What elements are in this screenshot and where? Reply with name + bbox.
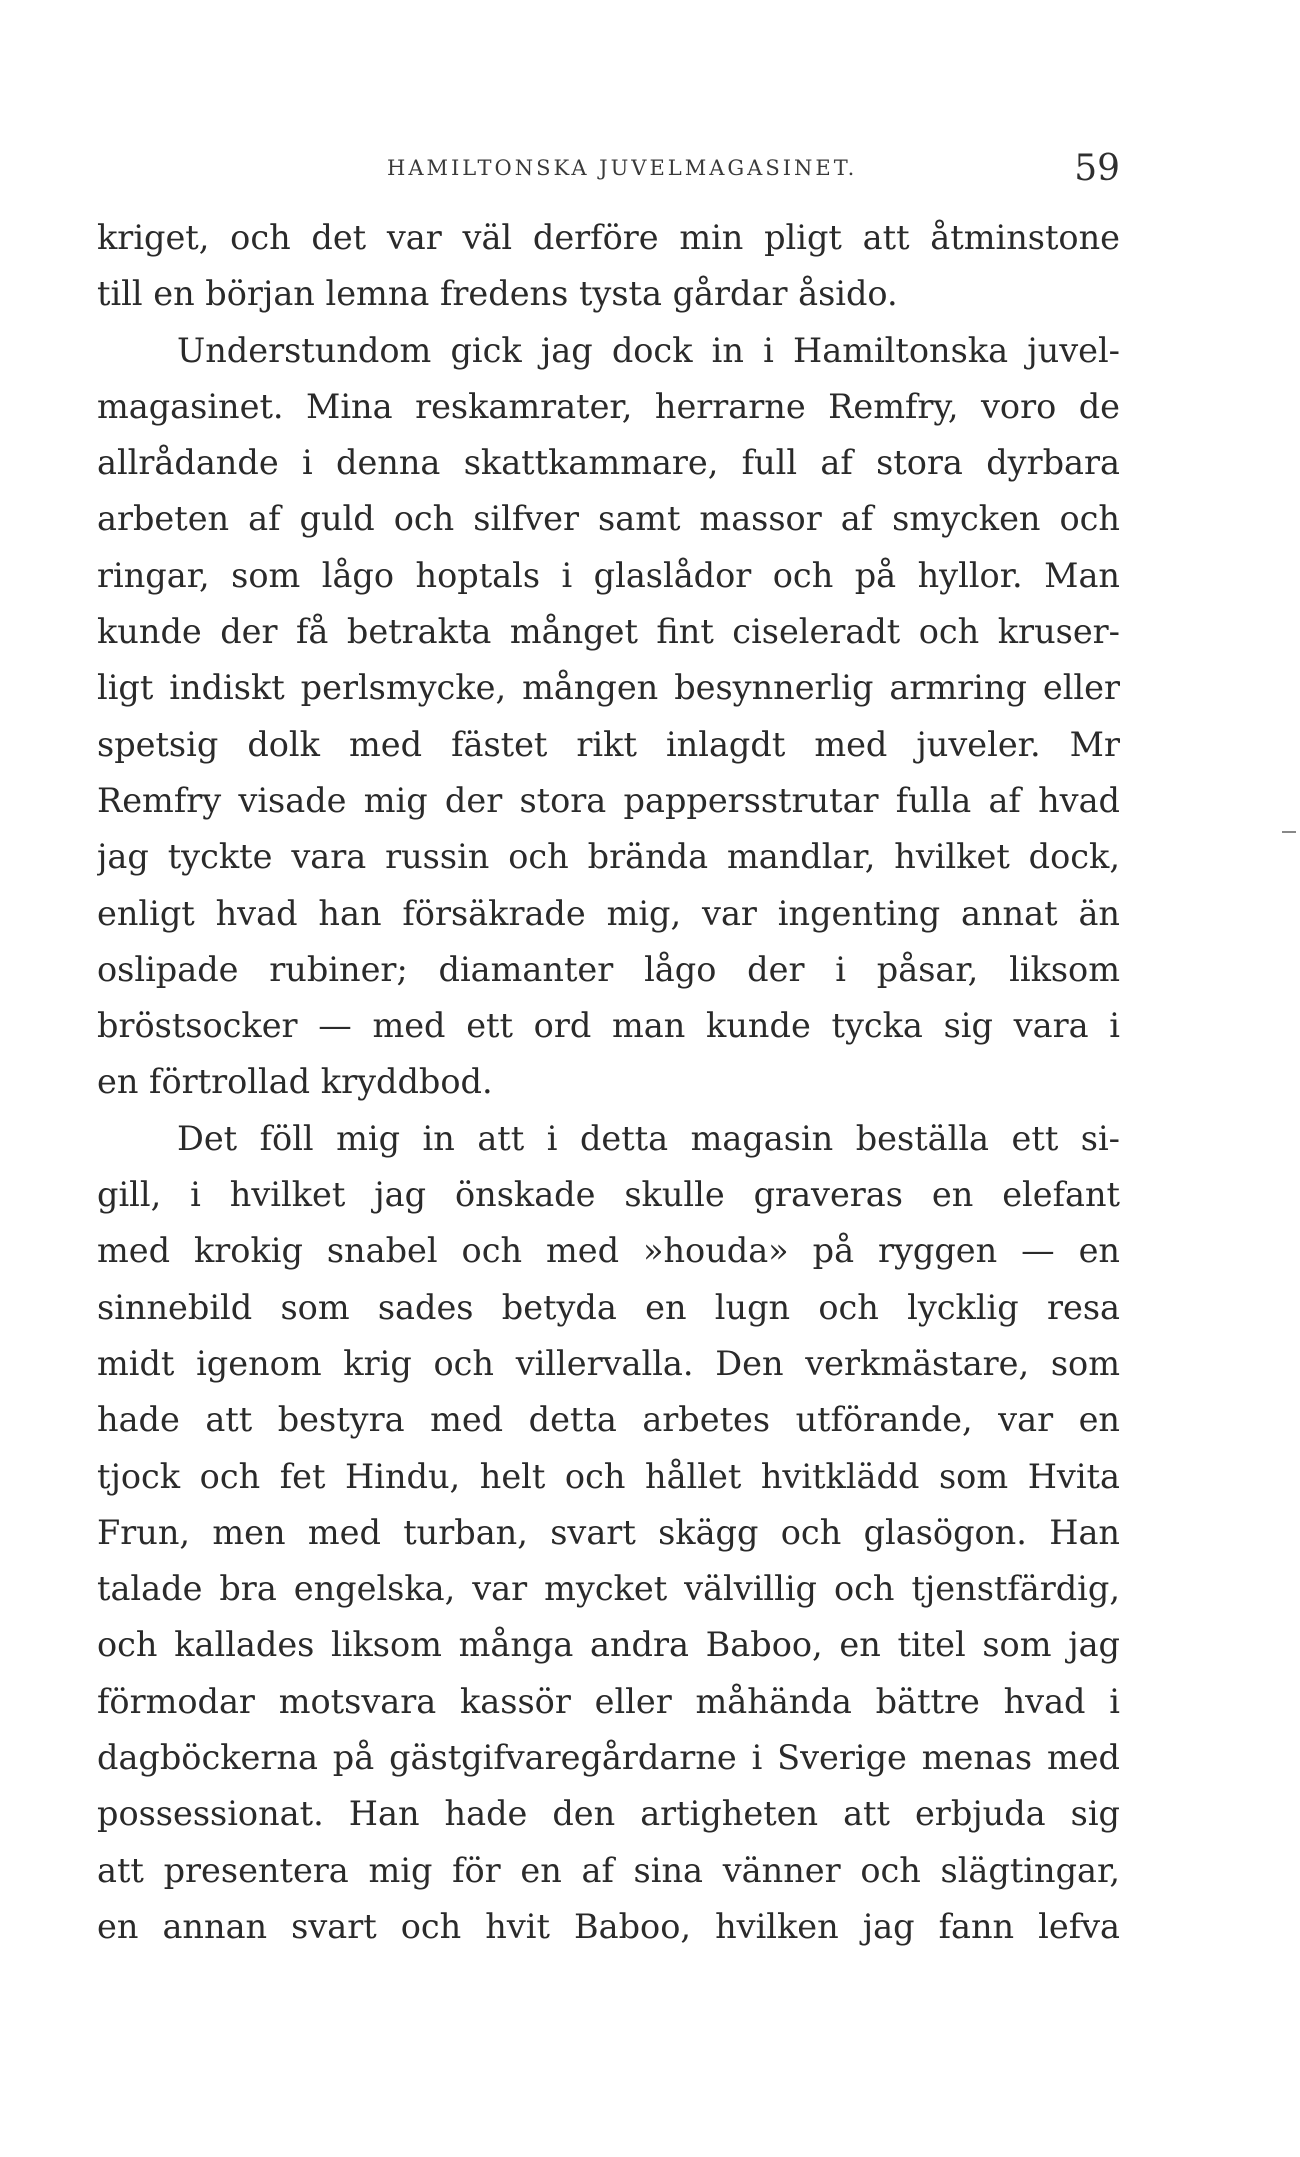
text-line: tjock och fet Hindu, helt och hållet hvitklädd som Hvita xyxy=(97,1456,1120,1496)
text-line: jag tyckte vara russin och brända mandlar, hvilket dock, xyxy=(97,837,1120,877)
body-text xyxy=(97,210,1120,1955)
text-line: ringar, som lågo hoptals i glaslådor och på hyllor. Man xyxy=(97,555,1120,595)
text-line: med krokig snabel och med »houda» på ryggen — en xyxy=(97,1231,1120,1271)
margin-mark xyxy=(1282,831,1296,833)
text-line: sinnebild som sades betyda en lugn och lycklig resa xyxy=(97,1287,1120,1327)
text-line: och kallades liksom många andra Baboo, en titel som jag xyxy=(97,1625,1120,1665)
text-line: en annan svart och hvit Baboo, hvilken jag fann lefva xyxy=(97,1906,1120,1946)
text-line: enligt hvad han försäkrade mig, var ingenting annat än xyxy=(97,893,1120,933)
text-line: Frun, men med turban, svart skägg och glasögon. Han xyxy=(97,1512,1120,1552)
running-title: HAMILTONSKA JUVELMAGASINET. xyxy=(387,156,858,180)
text-line: att presentera mig för en af sina vänner och slägtingar, xyxy=(97,1850,1120,1890)
text-line: kunde der få betrakta månget fint ciseleradt och kruser- xyxy=(97,612,1120,652)
page-header xyxy=(97,148,1120,192)
text-line: magasinet. Mina reskamrater, herrarne Remfry, voro de xyxy=(97,386,1120,426)
text-line: oslipade rubiner; diamanter lågo der i påsar, liksom xyxy=(97,949,1120,989)
text-line: förmodar motsvara kassör eller måhända bättre hvad i xyxy=(97,1681,1120,1721)
page-number: 59 xyxy=(1074,148,1120,189)
text-line: midt igenom krig och villervalla. Den verkmästare, som xyxy=(97,1343,1120,1383)
text-line: Det föll mig in att i detta magasin beställa ett si- xyxy=(177,1118,1120,1158)
text-line: arbeten af guld och silfver samt massor af smycken och xyxy=(97,499,1120,539)
text-line: talade bra engelska, var mycket välvillig och tjenstfärdig, xyxy=(97,1569,1120,1609)
text-line: allrådande i denna skattkammare, full af stora dyrbara xyxy=(97,443,1120,483)
text-line: gill, i hvilket jag önskade skulle graveras en elefant xyxy=(97,1175,1120,1215)
text-line: kriget, och det var väl derföre min pligt att åtminstone xyxy=(97,218,1120,257)
text-line: bröstsocker — med ett ord man kunde tycka sig vara i xyxy=(97,1006,1120,1046)
text-line: hade att bestyra med detta arbetes utförande, var en xyxy=(97,1400,1120,1440)
text-line: ligt indiskt perlsmycke, mången besynnerlig armring eller xyxy=(97,668,1120,708)
text-line: till en början lemna fredens tysta gårdar åsido. xyxy=(97,274,898,314)
text-line: Remfry visade mig der stora pappersstrutar fulla af hvad xyxy=(97,780,1120,820)
text-line: Understundom gick jag dock in i Hamiltonska juvel- xyxy=(177,330,1120,370)
text-line: dagböckerna på gästgifvaregårdarne i Sverige menas med xyxy=(97,1738,1120,1778)
text-line: en förtrollad kryddbod. xyxy=(97,1062,493,1102)
text-line: possessionat. Han hade den artigheten att erbjuda sig xyxy=(97,1794,1120,1834)
text-line: spetsig dolk med fästet rikt inlagdt med juveler. Mr xyxy=(97,724,1120,764)
